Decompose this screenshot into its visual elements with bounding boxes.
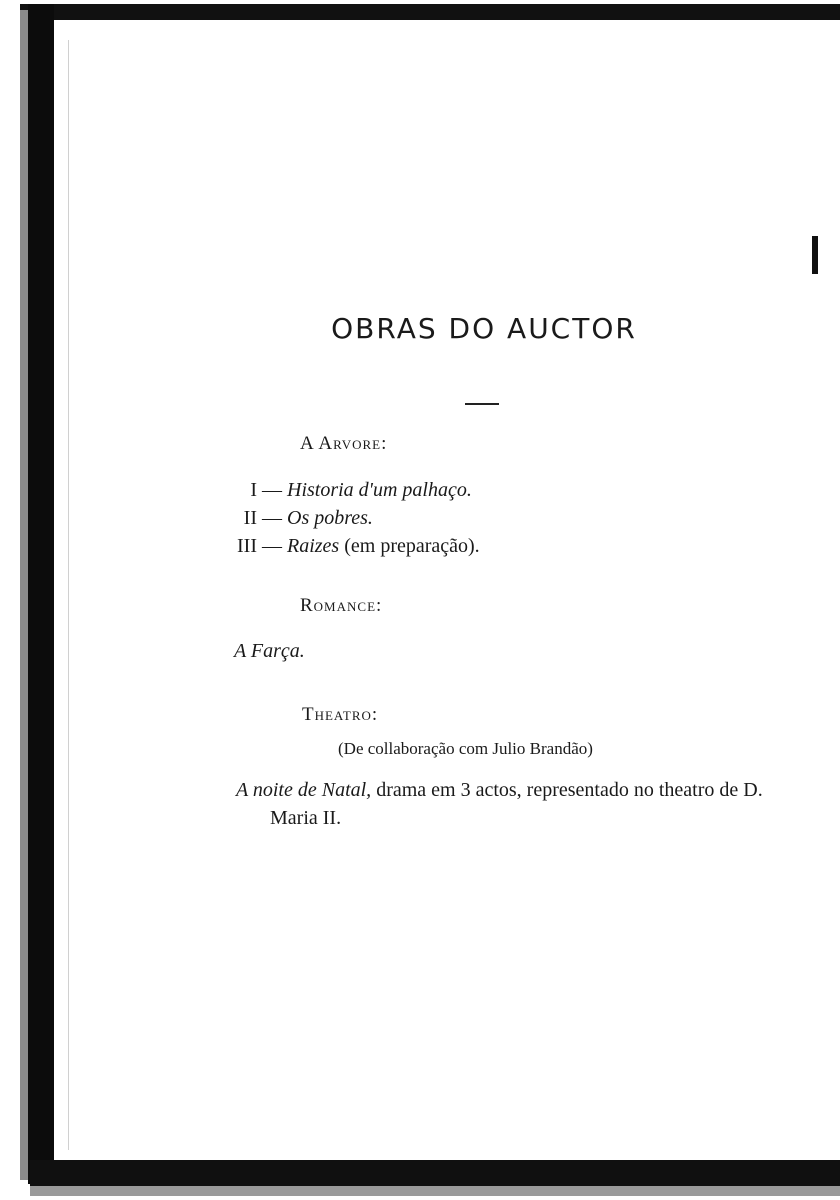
list-item <box>232 479 472 502</box>
theatro-item-title: A noite de Natal, <box>236 779 372 801</box>
item-number: III — <box>237 535 282 557</box>
theatro-item <box>236 776 780 832</box>
romance-item: A Farça. <box>234 640 305 662</box>
theatro-item-description: drama em 3 actos, representado no theatro de D. Maria II. <box>270 779 763 829</box>
section-heading-theatro: Theatro: <box>302 704 379 725</box>
scan-edge-bottom-shade <box>30 1186 840 1196</box>
page-title: OBRAS DO AUCTOR <box>331 312 637 345</box>
collaboration-note: (De collaboração com Julio Brandão) <box>338 739 593 758</box>
title-rule <box>465 403 499 405</box>
scan-edge-bottom <box>30 1160 840 1188</box>
item-title: Os pobres. <box>287 507 373 529</box>
item-title: Raizes <box>287 535 340 557</box>
scan-edge-top <box>20 4 840 20</box>
item-number: II — <box>243 507 282 529</box>
item-number: I — <box>250 479 282 501</box>
list-item <box>232 535 480 558</box>
gutter-line <box>68 40 69 1150</box>
page-tab-mark <box>812 236 818 274</box>
list-item <box>232 507 373 530</box>
section-heading-romance: Romance: <box>300 595 383 616</box>
section-heading-arvore: A Arvore: <box>300 433 388 454</box>
scan-edge-left <box>28 4 54 1184</box>
item-note: (em preparação). <box>339 535 480 557</box>
item-title: Historia d'um palhaço. <box>287 479 472 501</box>
